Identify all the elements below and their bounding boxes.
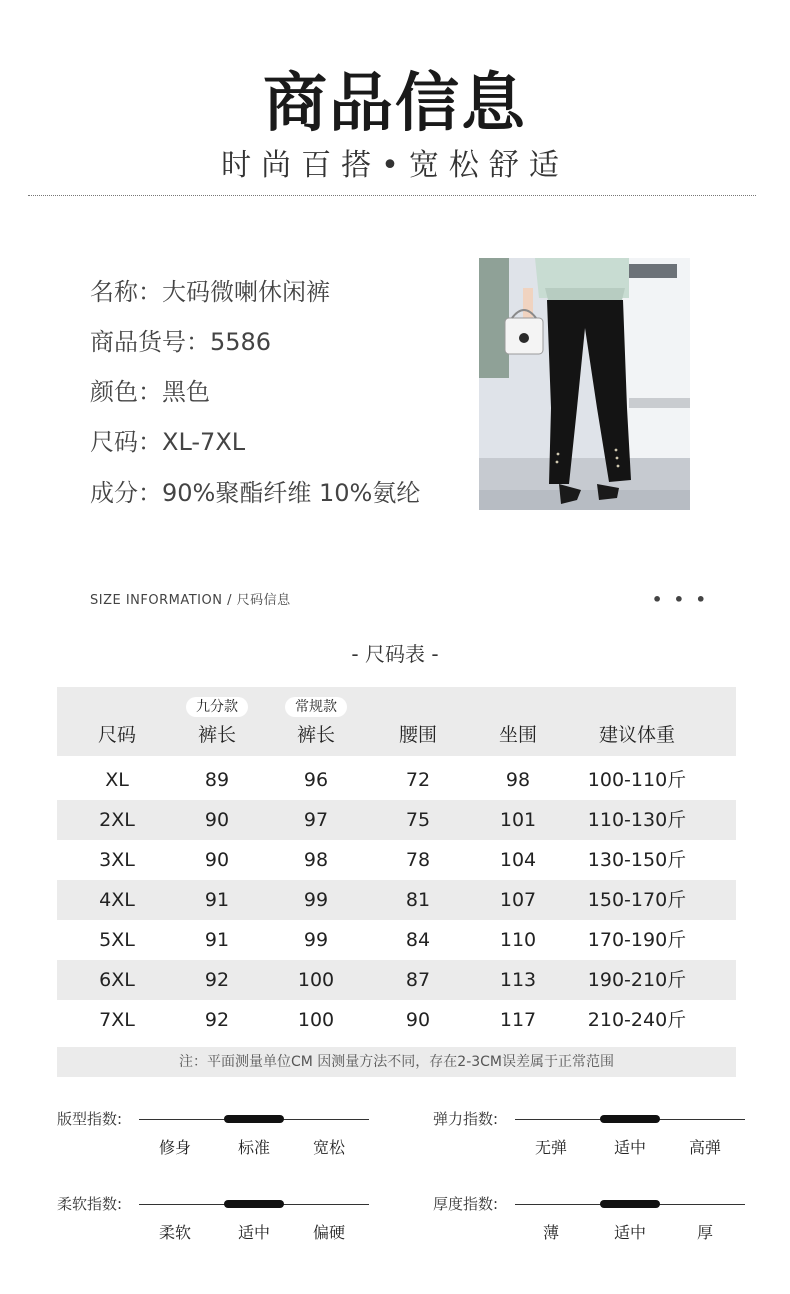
size-info-heading: SIZE INFORMATION / 尺码信息 <box>90 593 291 608</box>
cell-length-cropped: 90 <box>204 809 230 831</box>
cell-size: 3XL <box>99 849 135 871</box>
cell-hip: 98 <box>505 769 531 791</box>
product-color: 颜色：黑色 <box>90 378 210 406</box>
cell-hip: 107 <box>499 889 537 911</box>
cell-weight: 190-210斤 <box>587 969 687 991</box>
cell-weight: 170-190斤 <box>587 929 687 951</box>
table-row <box>57 800 736 840</box>
cell-weight: 100-110斤 <box>587 769 687 791</box>
cell-hip: 113 <box>499 969 537 991</box>
cell-waist: 75 <box>405 809 431 831</box>
index-option: 柔软 <box>158 1223 191 1242</box>
cell-waist: 87 <box>405 969 431 991</box>
cell-length-cropped: 91 <box>204 929 230 951</box>
header-weight: 建议体重 <box>598 724 675 746</box>
table-row <box>57 880 736 920</box>
cell-length-cropped: 92 <box>204 1009 230 1031</box>
cell-length-regular: 97 <box>303 809 329 831</box>
cell-waist: 72 <box>405 769 431 791</box>
size-table <box>57 687 736 1077</box>
index-selected-marker <box>224 1115 284 1123</box>
table-note: 注：平面测量单位CM 因测量方法不同，存在2-3CM误差属于正常范围 <box>57 1047 736 1077</box>
cell-weight: 150-170斤 <box>587 889 687 911</box>
cell-size: 5XL <box>99 929 135 951</box>
cell-length-cropped: 90 <box>204 849 230 871</box>
cell-waist: 81 <box>405 889 431 911</box>
product-material: 成分：90%聚酯纤维 10%氨纶 <box>90 479 421 507</box>
page-subtitle: 时尚百搭•宽松舒适 <box>221 148 569 183</box>
cell-length-cropped: 91 <box>204 889 230 911</box>
index-selected-marker <box>600 1115 660 1123</box>
cell-hip: 117 <box>499 1009 537 1031</box>
cell-size: 4XL <box>99 889 135 911</box>
cell-length-regular: 99 <box>303 929 329 951</box>
product-item-number: 商品货号：5586 <box>90 328 272 356</box>
header-size: 尺码 <box>97 724 136 746</box>
index-selected-marker <box>600 1200 660 1208</box>
index-option: 无弹 <box>534 1138 567 1157</box>
cell-length-regular: 98 <box>303 849 329 871</box>
cell-weight: 130-150斤 <box>587 849 687 871</box>
index-option: 标准 <box>237 1138 270 1157</box>
cell-waist: 84 <box>405 929 431 951</box>
cell-length-regular: 96 <box>303 769 329 791</box>
cell-weight: 110-130斤 <box>587 809 687 831</box>
cell-size: 2XL <box>99 809 135 831</box>
cell-length-regular: 100 <box>297 969 335 991</box>
table-row <box>57 840 736 880</box>
index-option: 薄 <box>542 1223 559 1242</box>
cell-size: XL <box>105 769 129 791</box>
cell-length-cropped: 92 <box>204 969 230 991</box>
table-row <box>57 960 736 1000</box>
index-option: 修身 <box>158 1138 191 1157</box>
cell-weight: 210-240斤 <box>587 1009 687 1031</box>
cell-length-regular: 100 <box>297 1009 335 1031</box>
product-name: 名称：大码微喇休闲裤 <box>90 278 330 306</box>
header-hip: 坐围 <box>498 724 537 746</box>
table-header <box>57 687 736 756</box>
index-label: 弹力指数: <box>433 1110 499 1128</box>
header-waist: 腰围 <box>398 724 437 746</box>
page-title: 商品信息 <box>263 67 527 141</box>
cropped-style-tag: 九分款 <box>186 697 248 717</box>
cell-hip: 101 <box>499 809 537 831</box>
index-label: 柔软指数: <box>57 1195 123 1213</box>
cell-size: 6XL <box>99 969 135 991</box>
index-label: 版型指数: <box>57 1110 123 1128</box>
table-row <box>57 920 736 960</box>
more-dots-icon: • • • <box>652 590 709 609</box>
cell-hip: 104 <box>499 849 537 871</box>
size-table-title: - 尺码表 - <box>351 642 439 666</box>
regular-style-tag: 常规款 <box>285 697 347 717</box>
header-length-cropped: 裤长 <box>197 724 236 746</box>
index-option: 厚 <box>696 1223 713 1242</box>
index-label: 厚度指数: <box>433 1195 499 1213</box>
index-option: 宽松 <box>312 1138 345 1157</box>
index-option: 高弹 <box>688 1138 721 1157</box>
cell-hip: 110 <box>499 929 537 951</box>
header-length-regular: 裤长 <box>296 724 335 746</box>
cell-length-cropped: 89 <box>204 769 230 791</box>
index-option: 适中 <box>613 1223 646 1242</box>
product-photo <box>479 258 690 510</box>
cell-size: 7XL <box>99 1009 135 1031</box>
index-selected-marker <box>224 1200 284 1208</box>
index-option: 适中 <box>237 1223 270 1242</box>
index-option: 偏硬 <box>312 1223 345 1242</box>
table-row <box>57 760 736 800</box>
table-row <box>57 1000 736 1040</box>
dotted-divider <box>28 195 756 196</box>
product-size-range: 尺码：XL-7XL <box>90 428 246 456</box>
index-option: 适中 <box>613 1138 646 1157</box>
cell-waist: 78 <box>405 849 431 871</box>
table-body <box>57 760 736 1040</box>
cell-length-regular: 99 <box>303 889 329 911</box>
cell-waist: 90 <box>405 1009 431 1031</box>
